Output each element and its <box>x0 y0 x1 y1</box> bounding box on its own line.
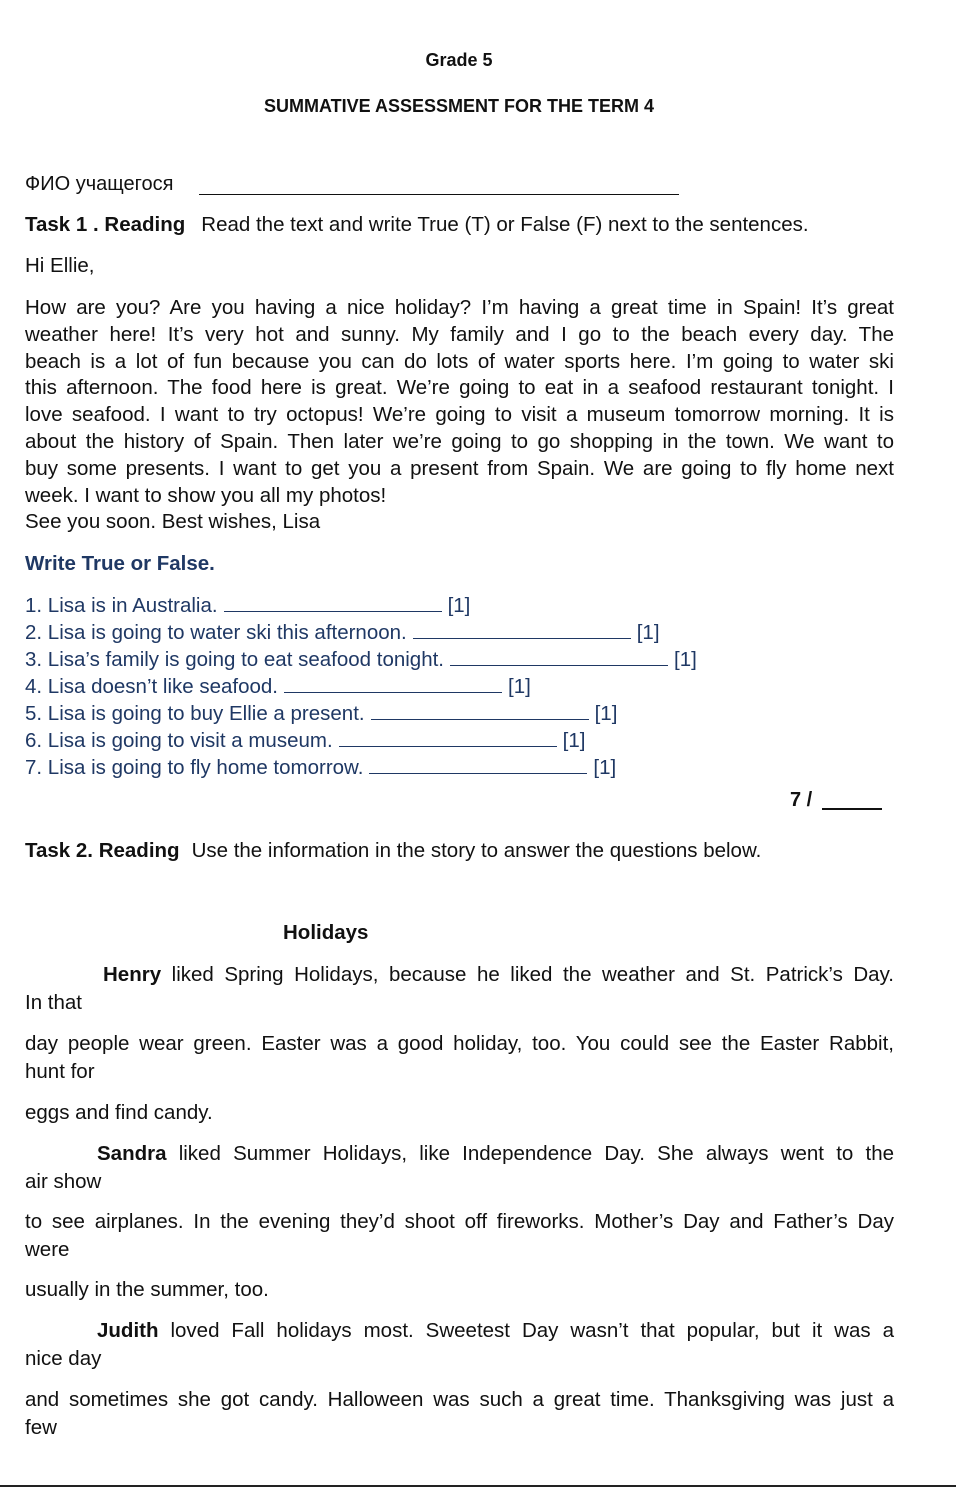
letter-line: this afternoon. The food here is great. We’re going to eat in a seafood restaurant tonight. I <box>25 376 894 400</box>
question-mark: [1] <box>447 594 471 617</box>
task1-instruction: Read the text and write True (T) or False (F) next to the sentences. <box>201 213 809 236</box>
story-paragraph <box>25 1099 894 1127</box>
character-name: Judith <box>97 1319 159 1342</box>
story-paragraph <box>25 1386 894 1441</box>
task1-score-blank[interactable] <box>822 808 882 810</box>
task2-heading <box>25 839 761 863</box>
character-name: Henry <box>103 963 162 986</box>
question-text: 6. Lisa is going to visit a museum. <box>25 729 333 752</box>
question-3 <box>25 647 697 672</box>
story-line: Henry liked Spring Holidays, because he liked the weather and St. Patrick’s Day. <box>103 963 894 986</box>
question-1 <box>25 593 470 618</box>
question-4 <box>25 674 531 699</box>
story-paragraph <box>25 1208 894 1263</box>
story-line: Judith loved Fall holidays most. Sweetest Day wasn’t that popular, but it was a <box>97 1319 894 1342</box>
letter-line: weather here! It’s very hot and sunny. My family and I go to the beach every day. The <box>25 322 894 346</box>
letter-signoff: See you soon. Best wishes, Lisa <box>25 510 321 533</box>
answer-blank[interactable] <box>371 701 589 720</box>
true-false-title: Write True or False. <box>25 552 215 575</box>
student-name-blank[interactable] <box>199 194 679 195</box>
answer-blank[interactable] <box>339 728 557 747</box>
story-line: eggs and find candy. <box>25 1101 213 1124</box>
question-2 <box>25 620 660 645</box>
task1-score-label: 7 / <box>790 789 813 811</box>
question-text: 5. Lisa is going to buy Ellie a present. <box>25 702 365 725</box>
task1-label: Task 1 . Reading <box>25 213 186 236</box>
letter-line: about the history of Spain. Then later we’re going to go shopping in the town. We want to <box>25 429 894 453</box>
story-line: to see airplanes. In the evening they’d shoot off fireworks. Mother’s Day and Father’s Day <box>25 1210 894 1233</box>
story-title: Holidays <box>283 921 369 944</box>
story-line-wrap: In that <box>25 990 82 1014</box>
grade-heading: Grade 5 <box>425 50 493 70</box>
answer-blank[interactable] <box>369 755 587 774</box>
letter-body <box>25 295 894 509</box>
question-mark: [1] <box>636 621 660 644</box>
question-5 <box>25 701 617 726</box>
task1-heading <box>25 213 809 237</box>
question-mark: [1] <box>562 729 586 752</box>
question-mark: [1] <box>593 756 617 779</box>
question-text: 3. Lisa’s family is going to eat seafood tonight. <box>25 648 444 671</box>
answer-blank[interactable] <box>224 593 442 612</box>
story-line-wrap: were <box>25 1237 70 1261</box>
story-line-wrap: air show <box>25 1169 102 1193</box>
task2-label: Task 2. Reading <box>25 839 180 862</box>
question-6 <box>25 728 585 753</box>
story-paragraph <box>25 1276 894 1304</box>
story-line-wrap: nice day <box>25 1346 102 1370</box>
story-paragraph <box>25 1030 894 1085</box>
letter-line: love seafood. I want to try octopus! We’re going to visit a museum tomorrow morning. It is <box>25 403 894 427</box>
story-line: usually in the summer, too. <box>25 1278 269 1301</box>
assessment-title: SUMMATIVE ASSESSMENT FOR THE TERM 4 <box>263 96 655 116</box>
answer-blank[interactable] <box>284 674 502 693</box>
character-name: Sandra <box>97 1142 167 1165</box>
page-bottom-edge <box>0 1485 956 1487</box>
story-line: Sandra liked Summer Holidays, like Independence Day. She always went to the <box>97 1142 894 1165</box>
question-text: 4. Lisa doesn’t like seafood. <box>25 675 278 698</box>
letter-line: beach is a lot of fun because you can do lots of water sports here. I’m going to water ski <box>25 349 894 373</box>
story-paragraph-judith <box>25 1317 894 1372</box>
letter-line: buy some presents. I want to get you a present from Spain. We are going to fly home next <box>25 456 894 480</box>
story-line: and sometimes she got candy. Halloween was such a great time. Thanksgiving was just a <box>25 1388 894 1411</box>
story-line-wrap: hunt for <box>25 1059 95 1083</box>
question-mark: [1] <box>674 648 697 671</box>
story-line: day people wear green. Easter was a good holiday, too. You could see the Easter Rabbit, <box>25 1032 894 1055</box>
question-7 <box>25 755 616 780</box>
student-name-label: ФИО учащегося <box>25 173 174 195</box>
task2-instruction: Use the information in the story to answer the questions below. <box>191 839 762 862</box>
story-paragraph-henry <box>25 961 894 1016</box>
letter-line-last: week. I want to show you all my photos! <box>25 483 387 507</box>
question-mark: [1] <box>594 702 618 725</box>
question-text: 2. Lisa is going to water ski this afternoon. <box>25 621 407 644</box>
answer-blank[interactable] <box>413 620 631 639</box>
answer-blank[interactable] <box>450 647 668 666</box>
story-paragraph-sandra <box>25 1140 894 1195</box>
letter-line: How are you? Are you having a nice holiday? I’m having a great time in Spain! It’s great <box>25 296 894 319</box>
question-text: 7. Lisa is going to fly home tomorrow. <box>25 756 364 779</box>
letter-greeting: Hi Ellie, <box>25 254 95 277</box>
question-mark: [1] <box>508 675 531 698</box>
story-line-wrap: few <box>25 1415 57 1439</box>
question-text: 1. Lisa is in Australia. <box>25 594 218 617</box>
